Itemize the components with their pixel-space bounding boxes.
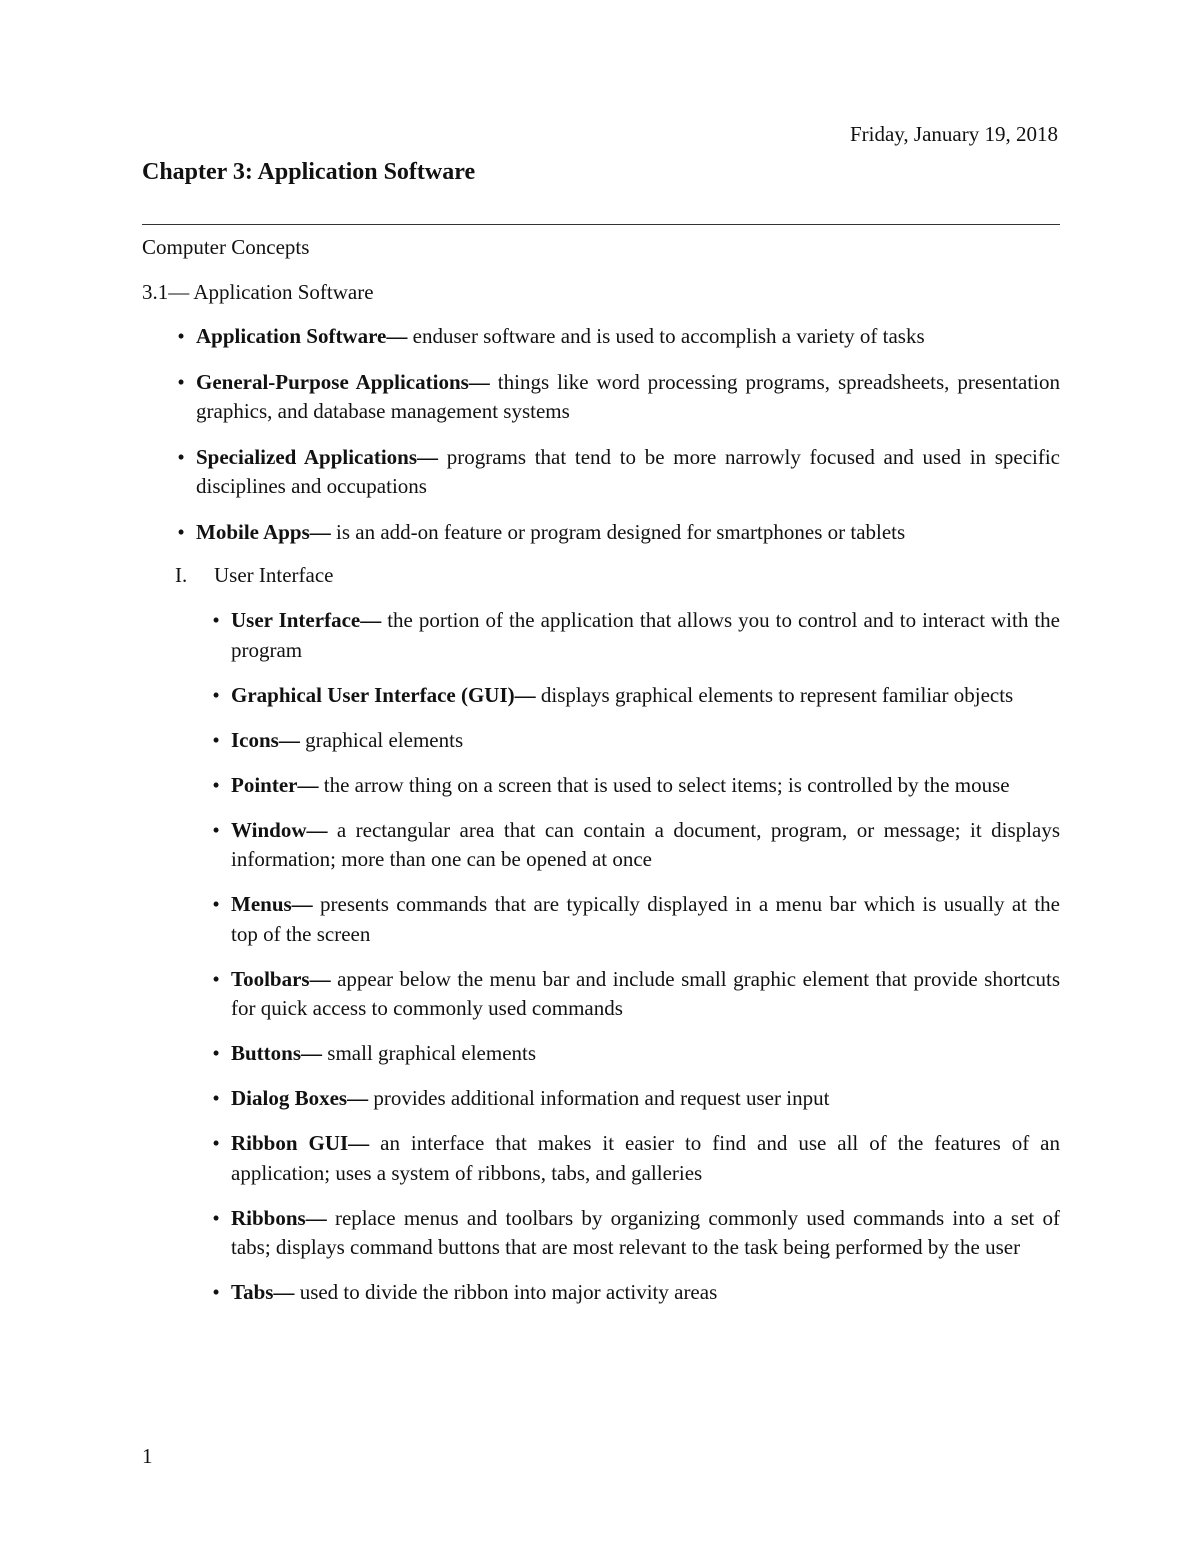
definition: the arrow thing on a screen that is used to select items; is controlled by the mouse: [318, 772, 1010, 797]
definition: a rectangular area that can contain a document, program, or message; it displays information; more than one can be opened at once: [231, 817, 1060, 871]
chapter-title: Chapter 3: Application Software: [142, 159, 476, 185]
term: Mobile Apps—: [196, 519, 331, 544]
term: Application Software—: [196, 324, 408, 348]
bullet-icon: •: [212, 727, 220, 752]
bullet-icon: •: [212, 966, 220, 991]
roman-numeral: I.: [175, 563, 188, 587]
definition: displays graphical elements to represent familiar objects: [535, 682, 1014, 707]
bullet-icon: •: [212, 1086, 220, 1110]
list-item: [212, 681, 1060, 711]
term: Toolbars—: [231, 966, 331, 991]
list-item: [212, 1084, 1060, 1114]
term: Tabs—: [231, 1280, 295, 1304]
list-item: [212, 890, 1060, 949]
bullet-icon: •: [212, 1041, 220, 1065]
definition: used to divide the ribbon into major activity areas: [294, 1280, 718, 1304]
bullet-icon: •: [177, 324, 185, 348]
list-item: [177, 518, 1060, 548]
list-item: [212, 965, 1060, 1024]
subject-heading: Computer Concepts: [142, 235, 310, 259]
definition: the portion of the application that allows you to control and to interact with the program: [231, 608, 1060, 662]
bullet-icon: •: [177, 519, 185, 544]
bullet-icon: •: [212, 682, 220, 707]
definition: presents commands that are typically displayed in a menu bar which is usually at the top of the screen: [231, 892, 1060, 946]
term: Specialized Applications—: [196, 444, 439, 469]
bullet-icon: •: [212, 817, 220, 842]
list-item: [177, 443, 1061, 502]
term: Pointer—: [231, 772, 319, 797]
bullet-icon: •: [212, 772, 220, 797]
definition: graphical elements: [299, 727, 464, 752]
definition: replace menus and toolbars by organizing commonly used commands into a set of tabs; displays command buttons that are most relevant to the task being performed by the user: [231, 1205, 1060, 1259]
term: Dialog Boxes—: [231, 1086, 369, 1110]
definition: small graphical elements: [322, 1041, 537, 1065]
document-date: Friday, January 19, 2018: [849, 122, 1058, 146]
definition: an interface that makes it easier to find and use all of the features of an application; uses a system of ribbons, tabs, and galleries: [231, 1131, 1060, 1185]
list-item: [212, 726, 1060, 756]
list-item: [212, 1039, 1060, 1069]
definition: things like word processing programs, spreadsheets, presentation graphics, and database management systems: [196, 369, 1060, 423]
definition: provides additional information and request user input: [368, 1086, 830, 1110]
list-item: [212, 771, 1060, 801]
application-software-list: [177, 322, 1061, 563]
bullet-icon: •: [212, 608, 220, 632]
bullet-icon: •: [177, 444, 185, 469]
term: Icons—: [231, 727, 300, 752]
page-number: 1: [142, 1444, 153, 1468]
list-item: [212, 606, 1060, 665]
list-item: [212, 1278, 1060, 1308]
list-item: [212, 816, 1060, 875]
definition: enduser software and is used to accomplish a variety of tasks: [407, 324, 925, 348]
term: Ribbons—: [231, 1205, 327, 1230]
list-item: [177, 368, 1060, 427]
bullet-icon: •: [212, 1131, 220, 1155]
subsection-title: User Interface: [214, 563, 334, 587]
bullet-icon: •: [212, 1205, 220, 1230]
list-item: [212, 1129, 1060, 1188]
bullet-icon: •: [212, 892, 220, 916]
list-item: [212, 1204, 1060, 1263]
term: Ribbon GUI—: [231, 1131, 370, 1155]
definition: programs that tend to be more narrowly focused and used in specific disciplines and occupations: [196, 444, 1061, 498]
term: User Interface—: [231, 608, 382, 632]
term: Graphical User Interface (GUI)—: [231, 682, 536, 707]
definition: is an add-on feature or program designed for smartphones or tablets: [330, 519, 906, 544]
title-divider: [142, 224, 1060, 225]
subsection-heading: [175, 561, 334, 590]
term: Window—: [231, 817, 328, 842]
term: Buttons—: [231, 1041, 323, 1065]
term: Menus—: [231, 892, 313, 916]
definition: appear below the menu bar and include small graphic element that provide shortcuts for quick access to commonly used commands: [231, 966, 1060, 1020]
bullet-icon: •: [177, 369, 185, 394]
section-heading: 3.1— Application Software: [142, 280, 374, 304]
list-item: [177, 322, 1060, 352]
user-interface-list: [212, 606, 1060, 1323]
bullet-icon: •: [212, 1280, 220, 1304]
term: General-Purpose Applications—: [196, 369, 490, 394]
